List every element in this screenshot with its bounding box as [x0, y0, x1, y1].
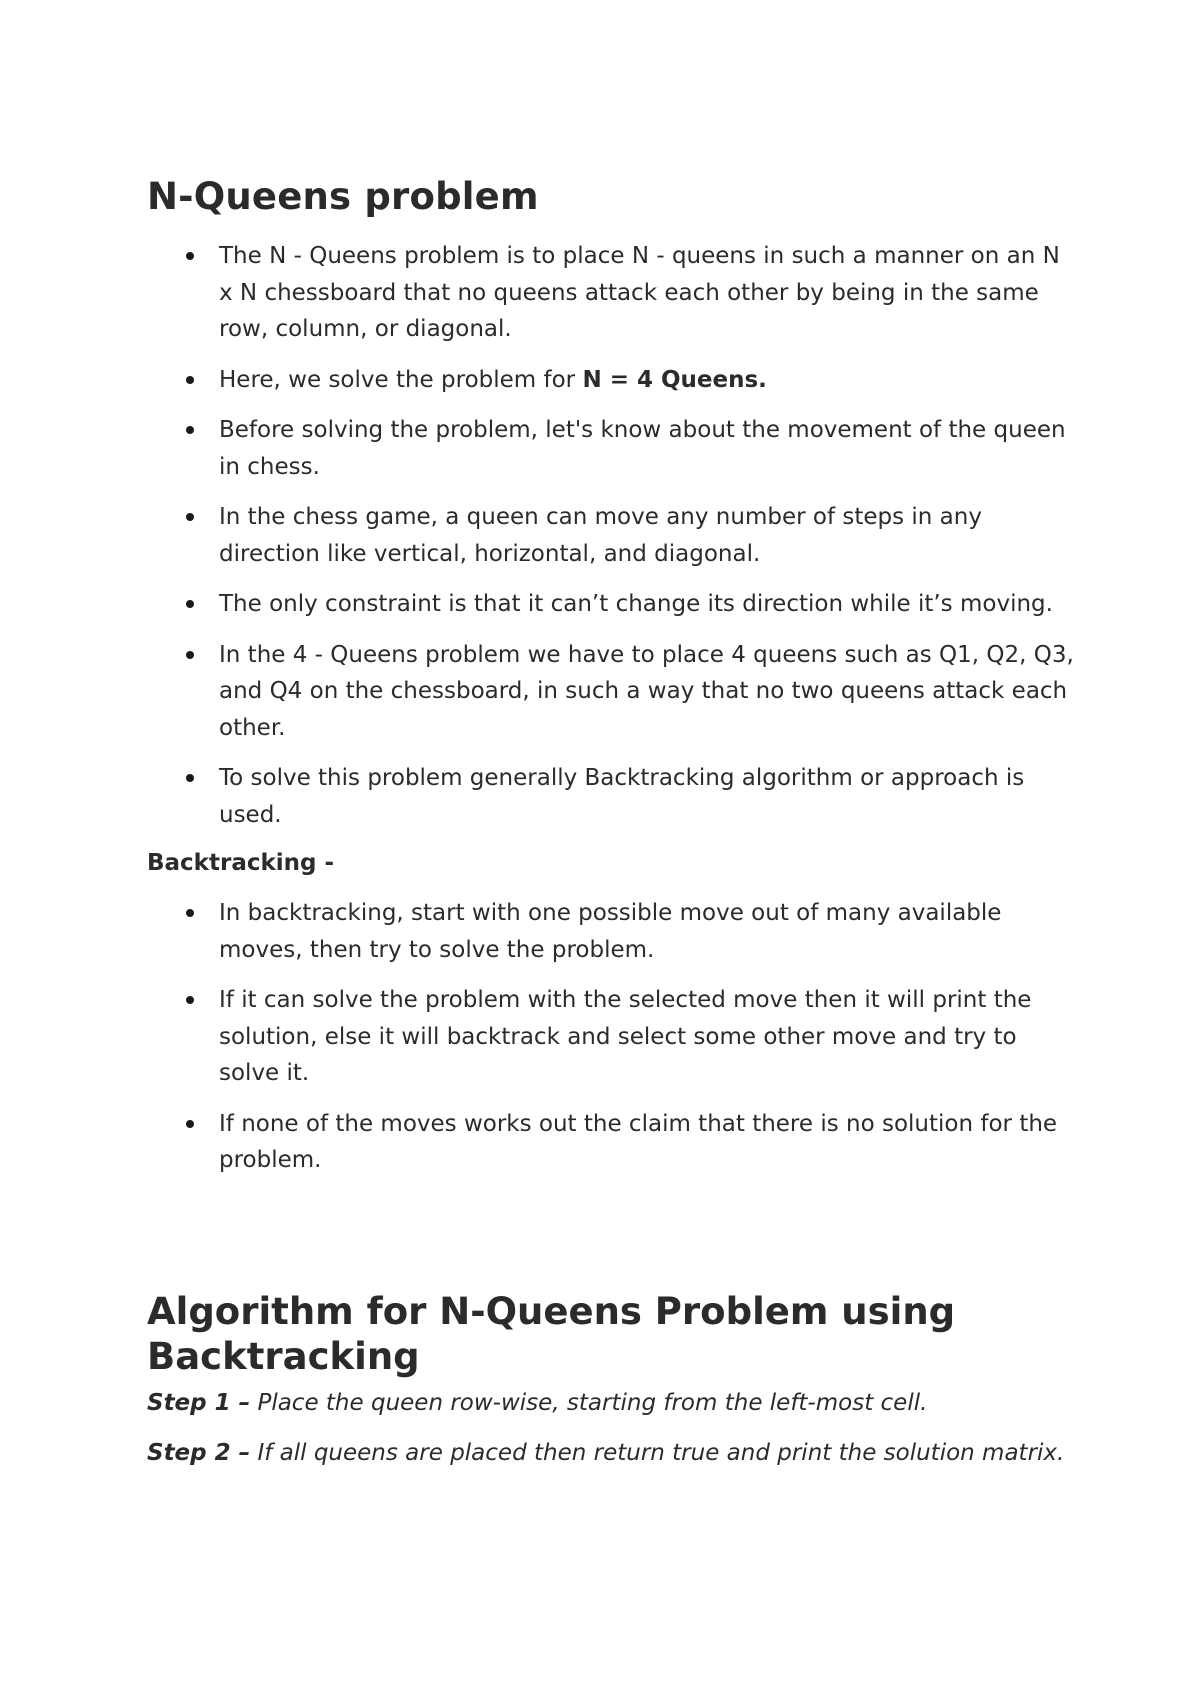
backtracking-bullet-list	[147, 895, 1077, 1179]
list-item-text: Here, we solve the problem for	[219, 366, 583, 393]
document-page	[147, 170, 1077, 1486]
list-item	[147, 586, 1077, 623]
list-item-text: If it can solve the problem with the selected move then it will print the solution, else it will backtrack and select some other move and try to solve it.	[219, 987, 1032, 1086]
backtracking-heading: Backtracking -	[147, 850, 335, 876]
list-item-text: Before solving the problem, let's know about the movement of the queen in chess.	[219, 417, 1066, 480]
n-queens-bullet-list	[147, 238, 1077, 833]
list-item-text: In backtracking, start with one possible move out of many available moves, then try to solve the problem.	[219, 900, 1002, 963]
list-item	[147, 637, 1077, 747]
step-label: Step 2 –	[147, 1440, 251, 1466]
list-item	[147, 895, 1077, 968]
list-item	[147, 499, 1077, 572]
step-label: Step 1 –	[147, 1389, 251, 1416]
list-item	[147, 362, 1077, 399]
step-text: Place the queen row-wise, starting from the left-most cell.	[250, 1389, 928, 1416]
section-title-n-queens: N-Queens problem	[147, 175, 539, 218]
algorithm-step	[147, 1385, 1077, 1422]
list-item-text: In the chess game, a queen can move any number of steps in any direction like vertical, horizontal, and diagonal.	[219, 504, 982, 567]
step-text: If all queens are placed then return true and print the solution matrix.	[250, 1440, 1065, 1466]
list-item-text: The N - Queens problem is to place N - queens in such a manner on an N x N chessboard that no queens attack each other by being in the same row, column, or diagonal.	[219, 243, 1060, 342]
separator-mark: ·	[161, 1210, 163, 1218]
list-item-bold-text: N = 4 Queens.	[582, 366, 767, 393]
list-item-text: The only constraint is that it can’t change its direction while it’s moving.	[219, 591, 1053, 617]
list-item	[147, 982, 1077, 1092]
section-separator	[147, 1193, 1077, 1289]
list-item-text: To solve this problem generally Backtracking algorithm or approach is used.	[219, 765, 1025, 828]
list-item-text: If none of the moves works out the claim that there is no solution for the problem.	[219, 1110, 1058, 1173]
list-item	[147, 760, 1077, 833]
list-item	[147, 238, 1077, 348]
section-title-algorithm: Algorithm for N-Queens Problem using Backtracking	[147, 1289, 956, 1378]
list-item	[147, 1106, 1077, 1179]
list-item-text: In the 4 - Queens problem we have to place 4 queens such as Q1, Q2, Q3, and Q4 on the chessboard, in such a way that no two queens attack each other.	[219, 641, 1074, 741]
list-item	[147, 412, 1077, 485]
algorithm-step	[147, 1435, 1077, 1472]
